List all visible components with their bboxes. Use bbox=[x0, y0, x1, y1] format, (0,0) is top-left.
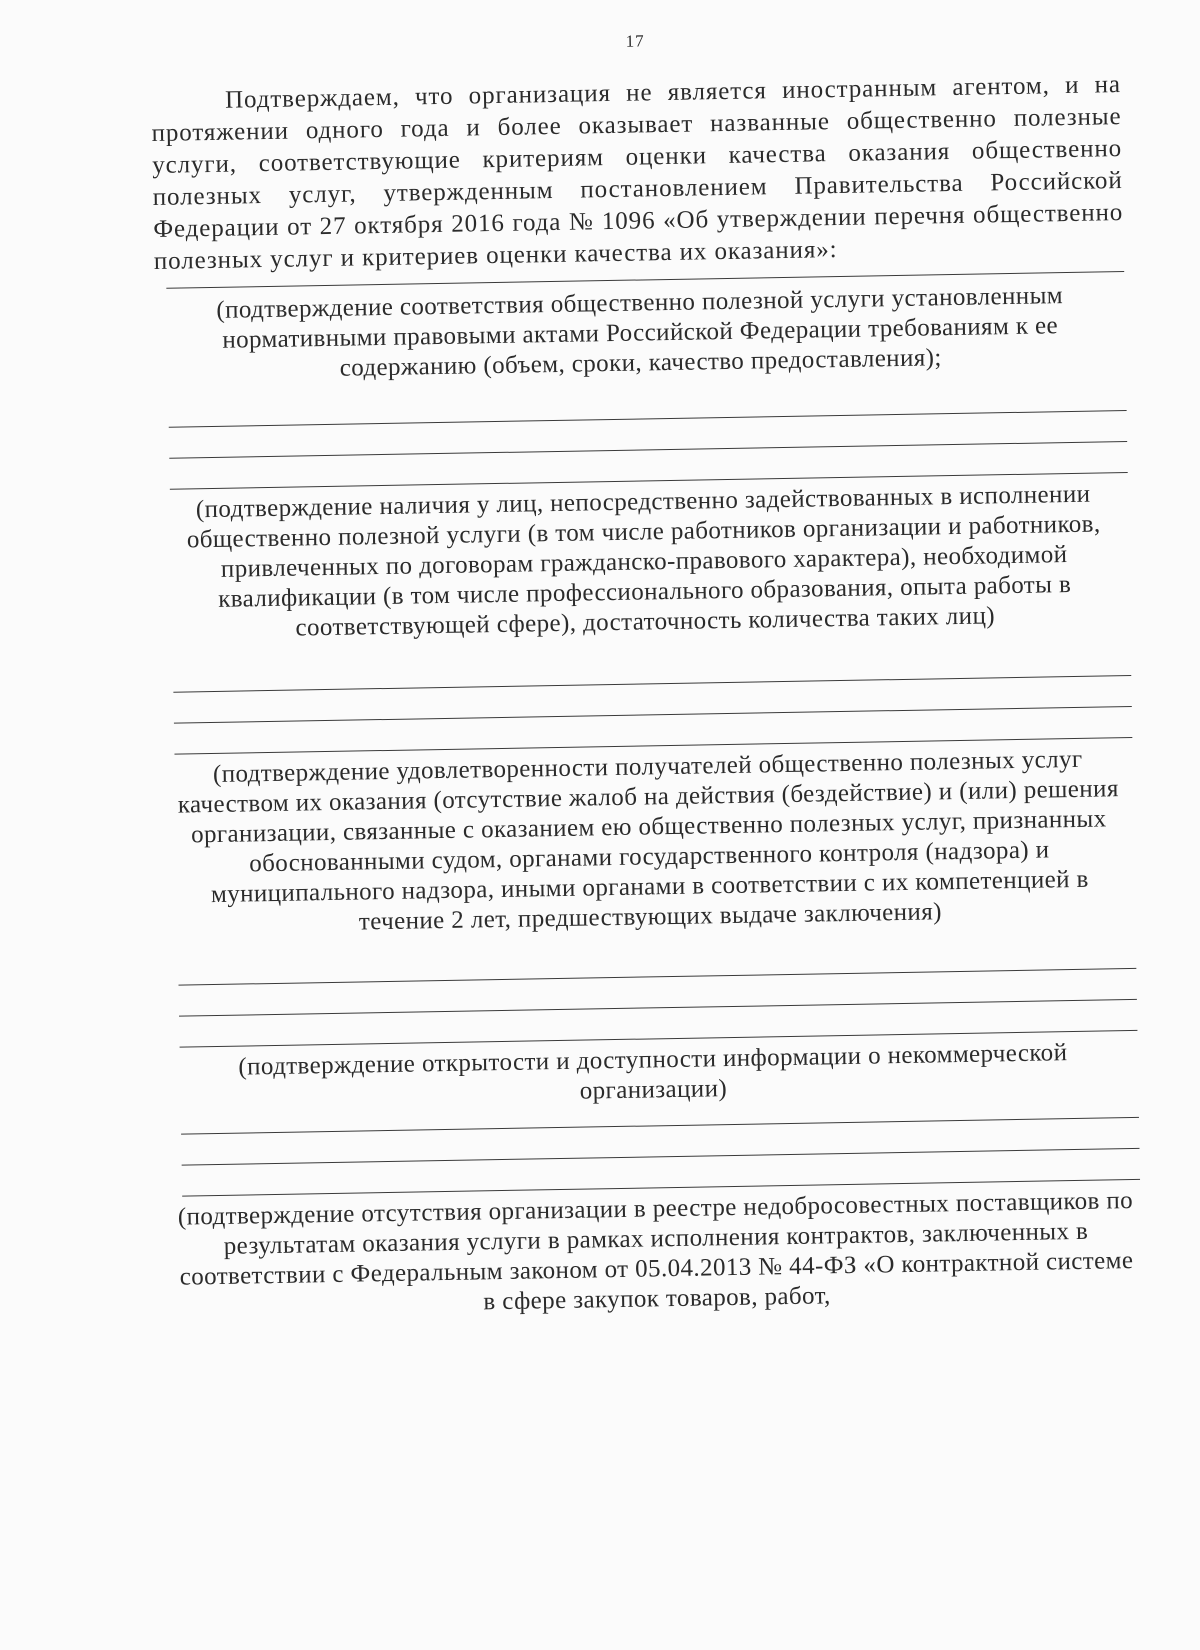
fill-line bbox=[169, 410, 1127, 428]
fill-line bbox=[179, 999, 1137, 1017]
fill-line bbox=[169, 441, 1127, 459]
section-recipient-satisfaction bbox=[161, 675, 1135, 941]
caption-recipient-satisfaction: (подтверждение удовлетворенности получателей общественно полезных услуг качеством их оказания (отсутствие жалоб на действия (бездействие) и (или) решения организации, связанные с оказанием ею общественно полезных услуг, признанных обоснованными судом, органами государственного контроля (надзора) и муниципального надзора, иными органами в соответствии с их компетенцией в течение 2 лет, предшествующих выдаче заключения) bbox=[177, 745, 1119, 936]
intro-paragraph: Подтверждаем, что организация не является иностранным агентом, и на протяжении одного года и более оказывает названные общественно полезные услуги, соответствующие критериям оценки качества оказания общественно полезных услуг, утвержденным постановлением Правительства Российской Федерации от 27 октября 2016 года № 1096 «Об утверждении перечня общественно полезных услуг и критериев оценки качества их оказания»: bbox=[151, 71, 1124, 275]
caption-staff-qualification: (подтверждение наличия у лиц, непосредственно задействованных в исполнении общественно полезной услуги (в том числе работников организации и работников, привлеченных по договорам гражданско-правового характера), необходимой квалификации (в том числе профессионального образования, опыта работы в соответствующей сфере), достаточность количества таких лиц) bbox=[186, 480, 1101, 642]
section-unfair-suppliers-registry bbox=[169, 1117, 1142, 1323]
section-information-openness bbox=[166, 968, 1138, 1114]
caption-unfair-suppliers-registry: (подтверждение отсутствия организации в реестре недобросовестных поставщиков по результатам оказания услуги в рамках исполнения контрактов, заключенных в соответствии с Федеральным законом от 05.04.2013 № 44-ФЗ «О контрактной системе в сфере закупок товаров, работ, bbox=[177, 1187, 1134, 1316]
caption-service-compliance: (подтверждение соответствия общественно полезной услуги установленным нормативными правовыми актами Российской Федерации требованиям к ее содержанию (объем, сроки, качество предоставления); bbox=[216, 282, 1064, 382]
section-staff-qualification bbox=[157, 410, 1131, 646]
fill-line bbox=[178, 968, 1136, 986]
fill-line bbox=[174, 706, 1132, 724]
fill-line bbox=[181, 1117, 1139, 1135]
caption-information-openness: (подтверждение открытости и доступности информации о некоммерческой организации) bbox=[238, 1039, 1068, 1105]
page-number: 17 bbox=[625, 31, 645, 51]
document-body bbox=[150, 23, 1142, 1323]
fill-line bbox=[182, 1148, 1140, 1166]
section-service-compliance bbox=[154, 271, 1126, 387]
fill-line bbox=[173, 675, 1131, 693]
